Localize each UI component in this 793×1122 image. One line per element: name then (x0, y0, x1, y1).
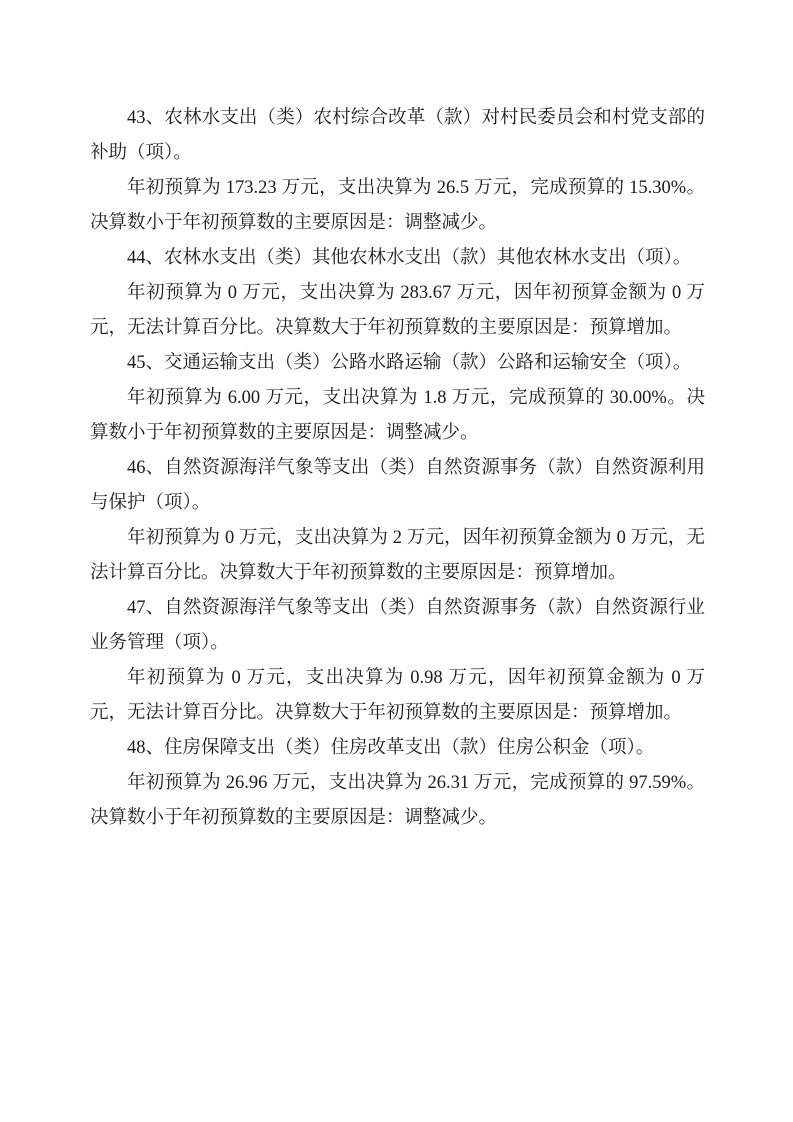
budget-item-45-title: 45、交通运输支出（类）公路水路运输（款）公路和运输安全（项）。 (127, 353, 692, 373)
budget-item-43 (90, 101, 705, 241)
budget-item-47 (90, 591, 705, 731)
budget-item-47-title: 47、自然资源海洋气象等支出（类）自然资源事务（款）自然资源行业业务管理（项）。 (90, 598, 705, 653)
budget-item-47-explanation: 年初预算为 0 万元，支出决算为 0.98 万元，因年初预算金额为 0 万元，无法计算百分比。决算数大于年初预算数的主要原因是：预算增加。 (90, 668, 705, 723)
budget-item-44 (90, 241, 705, 346)
budget-item-45-explanation: 年初预算为 6.00 万元，支出决算为 1.8 万元，完成预算的 30.00%。决算数小于年初预算数的主要原因是：调整减少。 (90, 388, 705, 443)
document-body (90, 101, 705, 836)
budget-item-43-explanation: 年初预算为 173.23 万元，支出决算为 26.5 万元，完成预算的 15.30%。决算数小于年初预算数的主要原因是：调整减少。 (90, 178, 705, 233)
budget-item-46 (90, 451, 705, 591)
budget-item-46-title: 46、自然资源海洋气象等支出（类）自然资源事务（款）自然资源利用与保护（项）。 (90, 458, 705, 513)
budget-item-43-title: 43、农林水支出（类）农村综合改革（款）对村民委员会和村党支部的补助（项）。 (90, 108, 705, 163)
budget-item-44-explanation: 年初预算为 0 万元，支出决算为 283.67 万元，因年初预算金额为 0 万元，无法计算百分比。决算数大于年初预算数的主要原因是：预算增加。 (90, 283, 705, 338)
budget-item-48 (90, 731, 705, 836)
budget-item-48-explanation: 年初预算为 26.96 万元，支出决算为 26.31 万元，完成预算的 97.59%。决算数小于年初预算数的主要原因是：调整减少。 (90, 773, 705, 828)
budget-item-44-title: 44、农林水支出（类）其他农林水支出（款）其他农林水支出（项）。 (127, 248, 692, 268)
budget-item-46-explanation: 年初预算为 0 万元，支出决算为 2 万元，因年初预算金额为 0 万元，无法计算百分比。决算数大于年初预算数的主要原因是：预算增加。 (90, 528, 705, 583)
budget-item-45 (90, 346, 705, 451)
budget-item-48-title: 48、住房保障支出（类）住房改革支出（款）住房公积金（项）。 (127, 738, 655, 758)
